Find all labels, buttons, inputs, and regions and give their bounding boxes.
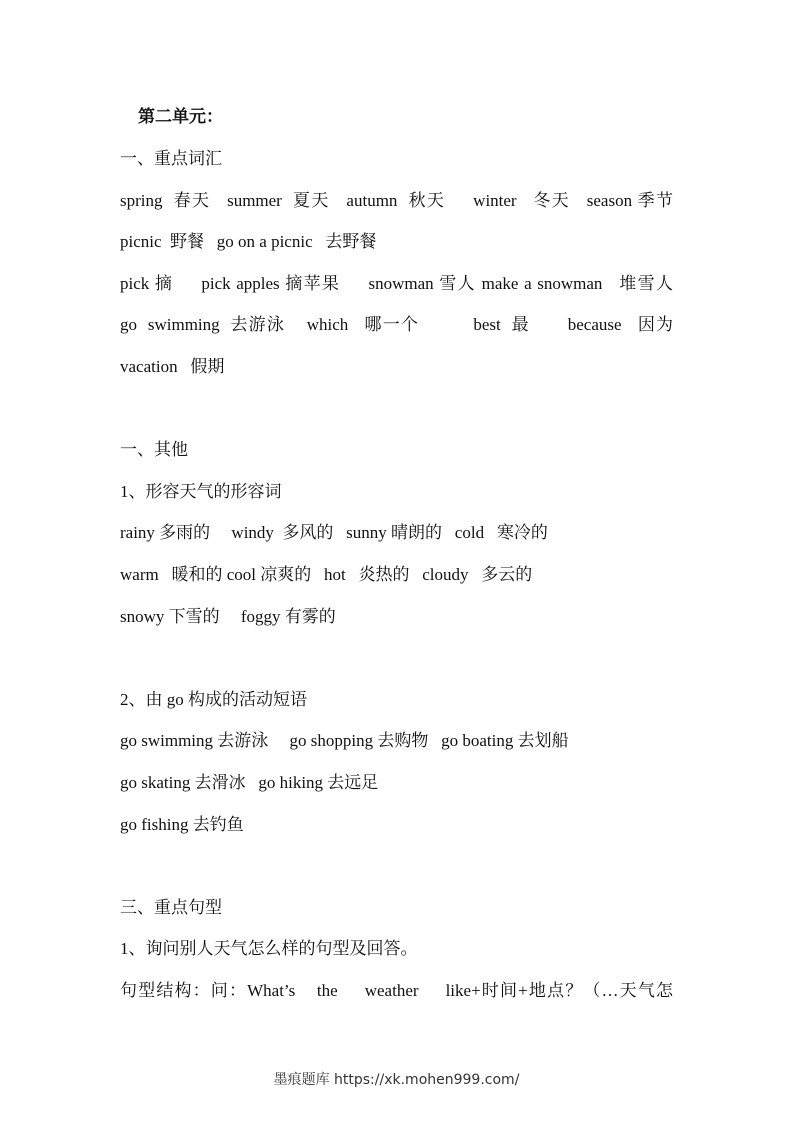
vocabulary-line: pick 摘 pick apples 摘苹果 snowman 雪人 make a snowman 堆雪人 — [120, 274, 673, 293]
vocabulary-line: rainy 多雨的 windy 多风的 sunny 晴朗的 cold 寒冷的 — [120, 523, 548, 542]
section-heading-other: 一、其他 — [120, 440, 188, 459]
vocabulary-line: snowy 下雪的 foggy 有雾的 — [120, 607, 336, 626]
vocabulary-line: go swimming 去游泳 which 哪一个 best 最 because 因为 — [120, 315, 673, 334]
vocabulary-line: spring 春天 summer 夏天 autumn 秋天 winter 冬天 season 季节 — [120, 191, 673, 210]
subsection-heading-go-phrases: 2、由 go 构成的活动短语 — [120, 690, 307, 709]
subsection-heading-weather-adjectives: 1、形容天气的形容词 — [120, 482, 282, 501]
sentence-structure-line: 句型结构：问：What’s the weather like+时间+地点？（…天气怎 — [120, 981, 673, 1000]
section-heading-key-vocabulary: 一、重点词汇 — [120, 149, 222, 168]
vocabulary-line: go swimming 去游泳 go shopping 去购物 go boating 去划船 — [120, 731, 569, 750]
unit-heading: 第二单元： — [138, 107, 223, 126]
vocabulary-line: go skating 去滑冰 go hiking 去远足 — [120, 773, 379, 792]
vocabulary-line: picnic 野餐 go on a picnic 去野餐 — [120, 232, 377, 251]
watermark-footer: 墨痕题库 https://xk.mohen999.com/ — [273, 1072, 520, 1088]
vocabulary-line: vacation 假期 — [120, 357, 225, 376]
vocabulary-line: warm 暖和的 cool 凉爽的 hot 炎热的 cloudy 多云的 — [120, 565, 533, 584]
section-heading-key-sentences: 三、重点句型 — [120, 898, 222, 917]
vocabulary-line: go fishing 去钓鱼 — [120, 815, 244, 834]
subsection-heading-weather-question: 1、询问别人天气怎么样的句型及回答。 — [120, 939, 418, 958]
